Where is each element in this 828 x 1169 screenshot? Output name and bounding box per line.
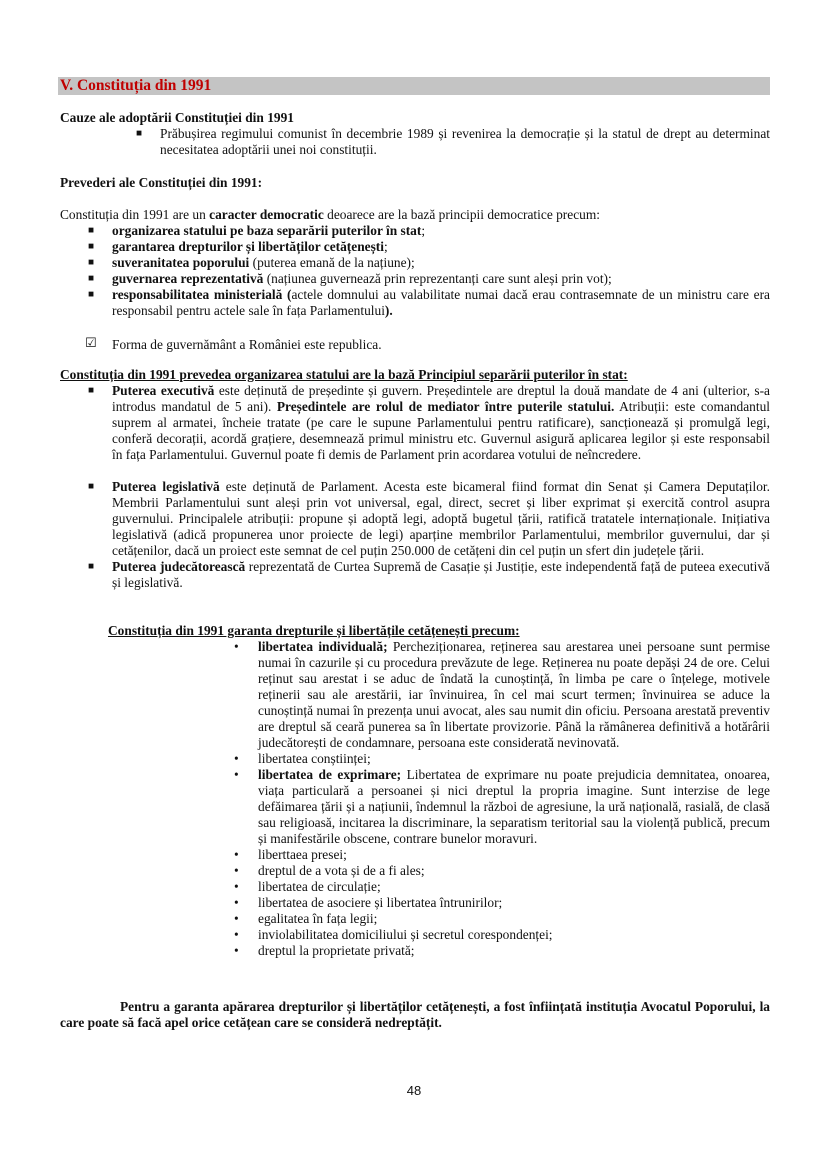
square-bullet-icon: ■ [88,385,95,396]
round-bullet-icon: • [234,751,239,766]
rights-section [60,623,770,959]
list-item: ■ suveranitatea poporului (puterea emană de la națiune); [88,255,415,270]
round-bullet-icon: • [234,863,239,878]
rights-heading: Constituția din 1991 garanta drepturile și libertățile cetățenești precum: [108,623,520,638]
list-item: • dreptul de a vota și de a fi ales; [234,863,425,878]
round-bullet-icon: • [234,895,239,910]
list-item: ■ guvernarea reprezentativă (națiunea guvernează prin reprezentanți care sunt aleși prin vot); [88,271,612,286]
causes-heading: Cauze ale adoptării Constituției din 1991 [60,110,294,125]
round-bullet-icon: • [234,639,239,654]
square-bullet-icon: ■ [88,273,95,284]
separation-section [60,367,770,591]
section-title: V. Constituția din 1991 [60,77,212,94]
square-bullet-icon: ■ [88,561,95,572]
list-item: ■ Prăbușirea regimului comunist în decembrie 1989 și revenirea la democrație și la statul de drept au determinat necesitatea adoptării unei noi constituții. [136,126,770,157]
square-bullet-icon: ■ [88,257,95,268]
list-item: • libertatea conștiinței; [234,751,371,766]
list-item: • libertatea de exprimare; Libertatea de exprimare nu poate prejudicia demnitatea, onoarea, viața particulară a persoanei și nici dreptul la propria imagine. Sunt interzise de lege defăimarea țării și a națiunii, îndemnul la război de agresiune, la ură națională, rasială, de clasă sau religioasă, incitarea la discriminare, la separatism teritorial sau la violență publică, precum și manifestările obscene, contrare bunelor moravuri. [234,767,771,846]
page-number: 48 [406,1083,422,1098]
provisions-intro: Constituția din 1991 are un caracter democratic deoarece are la bază principii democratice precum: [60,207,600,222]
section-title-bar [58,77,770,95]
list-item: • egalitatea în fața legii; [234,911,378,926]
provisions-section [60,207,770,353]
list-item: • liberttaea presei; [234,847,347,862]
round-bullet-icon: • [234,927,239,942]
square-bullet-icon: ■ [88,225,95,236]
executive-power-item: ■ Puterea executivă este deținută de președinte și guvern. Președintele are dreptul la două mandate de 4 ani (ulterior, s-a introdus mandatul de 5 ani). Președintele are rolul de mediator între puterile statului. Atribuții: este comandantul suprem al armatei, încheie tratate (pe care le supune Parlamentului pentru ratificare), sancționează și promulgă legi, conferă decorații, acordă grațiere, desemnează primul ministru etc. Guvernul asigură aplicarea legilor și este responsabil în fața Parlamentului. Guvernul poate fi demis de Parlament prin acordarea votului de neîncredere. [88,383,770,462]
square-bullet-icon: ■ [88,481,95,492]
round-bullet-icon: • [234,879,239,894]
conclusion-paragraph: Pentru a garanta apărarea drepturilor și libertăților cetățenești, a fost înființată instituția Avocatul Poporului, la care poate să facă apel orice cetățean care se consideră nedreptățit. [60,999,770,1030]
list-item: • inviolabilitatea domiciliului și secretul corespondenței; [234,927,553,942]
round-bullet-icon: • [234,943,239,958]
separation-heading: Constituția din 1991 prevedea organizarea statului are la bază Principiul separării puterilor în stat: [60,367,628,382]
round-bullet-icon: • [234,847,239,862]
judicial-power-item: ■ Puterea judecătorească reprezentată de Curtea Supremă de Casație și Justiție, este independentă față de puteea executivă și legislativă. [88,559,771,590]
provisions-heading: Prevederi ale Constituției din 1991: [60,175,263,190]
causes-section [60,110,770,158]
list-item: • libertatea de asociere și libertatea întrunirilor; [234,895,503,910]
square-bullet-icon: ■ [136,128,143,139]
list-item: ■ organizarea statului pe baza separării puterilor în stat; [88,223,426,238]
list-item: ■ responsabilitatea ministerială (actele domnului au valabilitate numai dacă erau contrasemnate de un ministru care era responsabil pentru actele sale în fața Parlamentului). [88,287,770,318]
square-bullet-icon: ■ [88,289,95,300]
list-item: • libertatea de circulație; [234,879,381,894]
list-item: • libertatea individuală; Percheziționarea, reținerea sau arestarea unei persoane sunt permise numai în cazurile și cu procedura prevăzute de lege. Reținerea nu poate depăși 24 de ore. Celui reținut sau arestat i se aduc de îndată la cunoștință, în limba pe care o înțelege, motivele reținerii sau ale arestării, iar învinuirea, în cel mai scurt termen; învinuirea se aduce la cunoștință numai în prezența unui avocat, ales sau numit din oficiu. Persoana arestată preventiv are dreptul să ceară punerea sa în libertate provizorie. Până la rămânerea definitivă a hotărârii judecătorești de condamnare, persoana este considerată nevinovată. [234,639,770,750]
list-item: • dreptul la proprietate privată; [234,943,415,958]
round-bullet-icon: • [234,911,239,926]
checkbox-checked-icon: ☑ [85,336,97,351]
form-of-government-note: ☑ Forma de guvernământ a României este republica. [85,336,382,352]
legislative-power-item: ■ Puterea legislativă este deținută de Parlament. Acesta este bicameral fiind format din Senat și Camera Deputaților. Membrii Parlamentului sunt aleși prin vot universal, egal, direct, secret și liber exprimat și exercită control asupra guvernului. Principalele atribuții: propune și adoptă legi, adoptă bugetul țării, ratifică tratatele internaționale. Inițiativa legislativă (adică propunerea unor proiecte de legi) aparține membrilor Parlamentului, membrilor guvernului, dar și cetățenilor, dacă un proiect este semnat de cel puțin 250.000 de cetățeni din cel puțin un sfert din județele țării. [88,479,770,558]
round-bullet-icon: • [234,767,239,782]
list-item: ■ garantarea drepturilor și libertăților cetățenești; [88,239,388,254]
square-bullet-icon: ■ [88,241,95,252]
